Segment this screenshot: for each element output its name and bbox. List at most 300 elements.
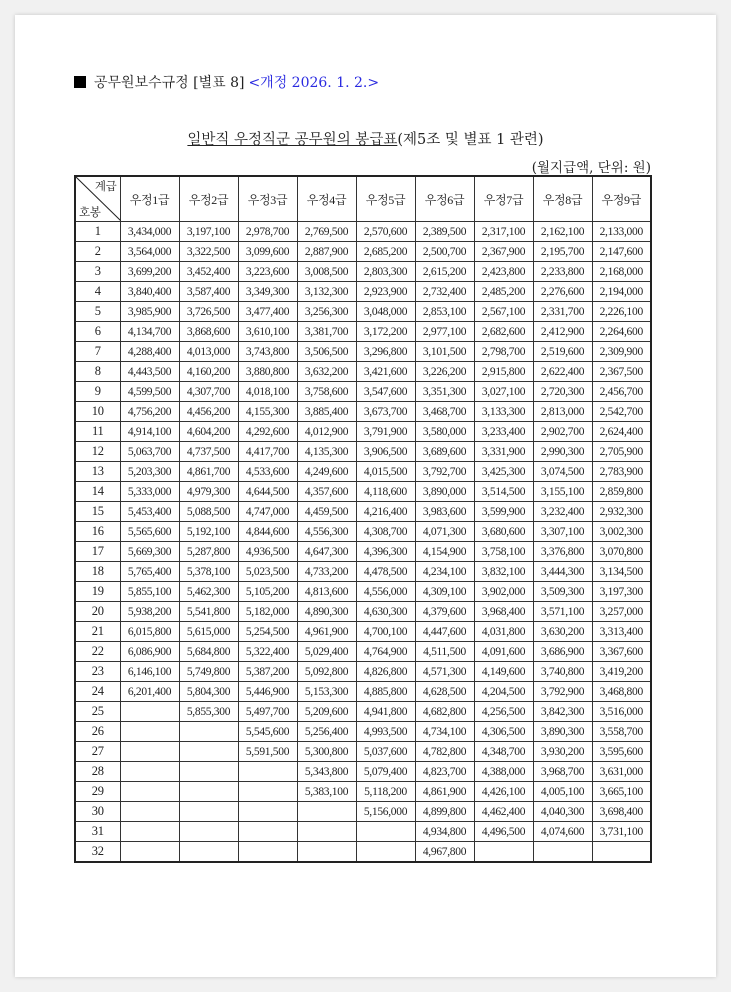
column-header: 우정3급: [238, 176, 297, 222]
salary-cell: 3,842,300: [533, 702, 592, 722]
salary-cell: 4,249,600: [297, 462, 356, 482]
salary-cell: 3,506,500: [297, 342, 356, 362]
salary-cell: 3,008,500: [297, 262, 356, 282]
salary-cell: 3,906,500: [356, 442, 415, 462]
salary-cell: 3,226,200: [415, 362, 474, 382]
salary-cell: 4,443,500: [120, 362, 179, 382]
table-row: [75, 822, 651, 842]
salary-cell: 5,383,100: [297, 782, 356, 802]
salary-cell: 2,412,900: [533, 322, 592, 342]
salary-cell: 3,419,200: [592, 662, 651, 682]
table-row: [75, 242, 651, 262]
salary-cell: 3,698,400: [592, 802, 651, 822]
salary-cell: 3,580,000: [415, 422, 474, 442]
salary-cell: 5,669,300: [120, 542, 179, 562]
salary-cell: 3,516,000: [592, 702, 651, 722]
salary-cell: 4,040,300: [533, 802, 592, 822]
step-cell: 4: [75, 282, 120, 302]
salary-cell: 4,015,500: [356, 462, 415, 482]
salary-cell: 2,331,700: [533, 302, 592, 322]
salary-cell: 2,705,900: [592, 442, 651, 462]
salary-cell: 5,565,600: [120, 522, 179, 542]
salary-cell: [179, 742, 238, 762]
salary-cell: 5,023,500: [238, 562, 297, 582]
salary-cell: 2,133,000: [592, 222, 651, 242]
salary-cell: 2,853,100: [415, 302, 474, 322]
salary-cell: 4,462,400: [474, 802, 533, 822]
table-row: [75, 262, 651, 282]
salary-cell: 4,571,300: [415, 662, 474, 682]
salary-cell: [592, 842, 651, 863]
salary-cell: [179, 782, 238, 802]
salary-cell: 5,749,800: [179, 662, 238, 682]
salary-cell: 2,485,200: [474, 282, 533, 302]
salary-cell: 6,201,400: [120, 682, 179, 702]
table-row: [75, 462, 651, 482]
salary-cell: 3,172,200: [356, 322, 415, 342]
salary-cell: 3,367,600: [592, 642, 651, 662]
salary-cell: 2,367,500: [592, 362, 651, 382]
salary-cell: 2,783,900: [592, 462, 651, 482]
salary-cell: 5,079,400: [356, 762, 415, 782]
step-cell: 1: [75, 222, 120, 242]
salary-cell: 4,733,200: [297, 562, 356, 582]
salary-cell: [120, 842, 179, 863]
table-row: [75, 502, 651, 522]
salary-cell: 5,182,000: [238, 602, 297, 622]
salary-cell: 3,307,100: [533, 522, 592, 542]
salary-cell: 5,322,400: [238, 642, 297, 662]
salary-cell: 6,146,100: [120, 662, 179, 682]
salary-cell: 2,624,400: [592, 422, 651, 442]
salary-cell: 4,309,100: [415, 582, 474, 602]
step-cell: 12: [75, 442, 120, 462]
salary-cell: 3,132,300: [297, 282, 356, 302]
table-title-main: 일반직 우정직군 공무원의 봉급표: [187, 132, 398, 148]
column-header: 우정6급: [415, 176, 474, 222]
salary-cell: 2,720,300: [533, 382, 592, 402]
salary-cell: [297, 822, 356, 842]
salary-cell: 4,628,500: [415, 682, 474, 702]
salary-cell: 2,456,700: [592, 382, 651, 402]
salary-cell: 3,468,700: [415, 402, 474, 422]
salary-cell: 5,541,800: [179, 602, 238, 622]
salary-cell: 3,134,500: [592, 562, 651, 582]
salary-cell: 4,134,700: [120, 322, 179, 342]
salary-cell: 4,961,900: [297, 622, 356, 642]
step-cell: 7: [75, 342, 120, 362]
salary-cell: 3,631,000: [592, 762, 651, 782]
salary-cell: [179, 762, 238, 782]
step-cell: 27: [75, 742, 120, 762]
salary-cell: 2,915,800: [474, 362, 533, 382]
salary-cell: 3,425,300: [474, 462, 533, 482]
salary-table: [74, 175, 652, 863]
salary-cell: 2,977,100: [415, 322, 474, 342]
salary-cell: 3,434,000: [120, 222, 179, 242]
salary-cell: 3,587,400: [179, 282, 238, 302]
salary-cell: 3,558,700: [592, 722, 651, 742]
salary-cell: 3,868,600: [179, 322, 238, 342]
table-row: [75, 522, 651, 542]
salary-cell: 4,459,500: [297, 502, 356, 522]
step-cell: 15: [75, 502, 120, 522]
salary-cell: 4,496,500: [474, 822, 533, 842]
salary-cell: 4,118,600: [356, 482, 415, 502]
step-cell: 20: [75, 602, 120, 622]
salary-cell: 4,644,500: [238, 482, 297, 502]
salary-cell: 4,511,500: [415, 642, 474, 662]
salary-cell: 4,456,200: [179, 402, 238, 422]
salary-cell: 3,758,600: [297, 382, 356, 402]
salary-cell: 5,765,400: [120, 562, 179, 582]
salary-cell: 2,194,000: [592, 282, 651, 302]
salary-cell: [179, 842, 238, 863]
salary-cell: 5,029,400: [297, 642, 356, 662]
salary-cell: 2,887,900: [297, 242, 356, 262]
table-row: [75, 702, 651, 722]
salary-cell: 5,088,500: [179, 502, 238, 522]
step-cell: 23: [75, 662, 120, 682]
column-header: 우정9급: [592, 176, 651, 222]
step-cell: 16: [75, 522, 120, 542]
step-cell: 25: [75, 702, 120, 722]
salary-cell: 3,840,400: [120, 282, 179, 302]
step-cell: 24: [75, 682, 120, 702]
salary-cell: 5,938,200: [120, 602, 179, 622]
salary-cell: 5,092,800: [297, 662, 356, 682]
salary-cell: 4,556,300: [297, 522, 356, 542]
step-cell: 2: [75, 242, 120, 262]
salary-cell: 5,855,100: [120, 582, 179, 602]
step-cell: 13: [75, 462, 120, 482]
salary-cell: 4,941,800: [356, 702, 415, 722]
salary-cell: 4,993,500: [356, 722, 415, 742]
step-cell: 5: [75, 302, 120, 322]
salary-cell: 4,306,500: [474, 722, 533, 742]
salary-cell: [120, 702, 179, 722]
salary-cell: 5,300,800: [297, 742, 356, 762]
salary-cell: [474, 842, 533, 863]
step-cell: 14: [75, 482, 120, 502]
salary-cell: [238, 822, 297, 842]
salary-cell: 3,792,700: [415, 462, 474, 482]
salary-cell: 4,160,200: [179, 362, 238, 382]
salary-cell: 3,296,800: [356, 342, 415, 362]
salary-cell: 3,673,700: [356, 402, 415, 422]
salary-cell: 3,985,900: [120, 302, 179, 322]
salary-cell: [120, 802, 179, 822]
table-row: [75, 222, 651, 242]
salary-cell: 5,343,800: [297, 762, 356, 782]
salary-cell: 4,747,000: [238, 502, 297, 522]
salary-cell: [356, 842, 415, 863]
salary-cell: 2,317,100: [474, 222, 533, 242]
table-row: [75, 622, 651, 642]
step-cell: 28: [75, 762, 120, 782]
unit-note: (월지급액, 단위: 원): [531, 160, 651, 176]
salary-cell: 4,379,600: [415, 602, 474, 622]
salary-cell: 4,234,100: [415, 562, 474, 582]
salary-cell: 3,331,900: [474, 442, 533, 462]
salary-cell: 4,288,400: [120, 342, 179, 362]
salary-cell: 5,684,800: [179, 642, 238, 662]
salary-cell: 4,936,500: [238, 542, 297, 562]
salary-cell: 5,462,300: [179, 582, 238, 602]
salary-cell: 3,689,600: [415, 442, 474, 462]
salary-cell: 2,195,700: [533, 242, 592, 262]
salary-cell: 3,665,100: [592, 782, 651, 802]
salary-cell: 5,287,800: [179, 542, 238, 562]
table-row: [75, 842, 651, 863]
salary-cell: 4,647,300: [297, 542, 356, 562]
salary-cell: 4,155,300: [238, 402, 297, 422]
salary-cell: 3,421,600: [356, 362, 415, 382]
salary-cell: 4,348,700: [474, 742, 533, 762]
salary-cell: 3,968,400: [474, 602, 533, 622]
salary-cell: 3,680,600: [474, 522, 533, 542]
salary-cell: 3,257,000: [592, 602, 651, 622]
salary-cell: 4,149,600: [474, 662, 533, 682]
salary-cell: 2,570,600: [356, 222, 415, 242]
salary-cell: 3,758,100: [474, 542, 533, 562]
salary-cell: 3,599,900: [474, 502, 533, 522]
salary-cell: [120, 742, 179, 762]
salary-cell: 2,803,300: [356, 262, 415, 282]
salary-cell: 4,734,100: [415, 722, 474, 742]
salary-cell: 3,890,000: [415, 482, 474, 502]
salary-cell: 3,686,900: [533, 642, 592, 662]
salary-cell: 2,162,100: [533, 222, 592, 242]
salary-cell: 3,726,500: [179, 302, 238, 322]
salary-cell: 3,197,100: [179, 222, 238, 242]
salary-cell: 5,203,300: [120, 462, 179, 482]
salary-cell: 5,153,300: [297, 682, 356, 702]
salary-cell: 5,804,300: [179, 682, 238, 702]
column-header: 우정5급: [356, 176, 415, 222]
table-row: [75, 402, 651, 422]
salary-cell: 2,423,800: [474, 262, 533, 282]
salary-cell: 4,861,700: [179, 462, 238, 482]
salary-cell: 2,615,200: [415, 262, 474, 282]
salary-cell: [297, 842, 356, 863]
step-cell: 26: [75, 722, 120, 742]
step-cell: 21: [75, 622, 120, 642]
salary-cell: 3,885,400: [297, 402, 356, 422]
salary-cell: 4,396,300: [356, 542, 415, 562]
table-row: [75, 322, 651, 342]
salary-cell: 3,468,800: [592, 682, 651, 702]
step-cell: 11: [75, 422, 120, 442]
column-header: 우정4급: [297, 176, 356, 222]
salary-cell: 4,012,900: [297, 422, 356, 442]
table-row: [75, 442, 651, 462]
salary-cell: [120, 782, 179, 802]
salary-cell: [238, 762, 297, 782]
salary-cell: 2,923,900: [356, 282, 415, 302]
salary-cell: 2,389,500: [415, 222, 474, 242]
salary-cell: 4,447,600: [415, 622, 474, 642]
salary-cell: 3,610,100: [238, 322, 297, 342]
corner-header-cell: [75, 176, 120, 222]
salary-cell: 3,099,600: [238, 242, 297, 262]
column-header: 우정1급: [120, 176, 179, 222]
salary-cell: 2,367,900: [474, 242, 533, 262]
salary-cell: 3,233,400: [474, 422, 533, 442]
salary-cell: 3,232,400: [533, 502, 592, 522]
salary-cell: 2,732,400: [415, 282, 474, 302]
salary-cell: 4,256,500: [474, 702, 533, 722]
table-row: [75, 382, 651, 402]
step-cell: 18: [75, 562, 120, 582]
table-row: [75, 602, 651, 622]
salary-cell: 3,930,200: [533, 742, 592, 762]
salary-cell: 3,133,300: [474, 402, 533, 422]
step-cell: 3: [75, 262, 120, 282]
salary-cell: 6,015,800: [120, 622, 179, 642]
salary-cell: 5,105,200: [238, 582, 297, 602]
step-cell: 9: [75, 382, 120, 402]
salary-cell: 4,826,800: [356, 662, 415, 682]
salary-cell: 5,333,000: [120, 482, 179, 502]
salary-cell: 3,740,800: [533, 662, 592, 682]
table-title: [0, 128, 731, 149]
salary-cell: 4,216,400: [356, 502, 415, 522]
salary-cell: 4,388,000: [474, 762, 533, 782]
salary-cell: 4,307,700: [179, 382, 238, 402]
salary-cell: 3,890,300: [533, 722, 592, 742]
salary-cell: 4,682,800: [415, 702, 474, 722]
salary-cell: [356, 822, 415, 842]
salary-cell: 2,264,600: [592, 322, 651, 342]
step-cell: 29: [75, 782, 120, 802]
salary-cell: 4,091,600: [474, 642, 533, 662]
salary-cell: 2,798,700: [474, 342, 533, 362]
salary-cell: [120, 762, 179, 782]
table-row: [75, 782, 651, 802]
salary-cell: 3,743,800: [238, 342, 297, 362]
salary-cell: 3,101,500: [415, 342, 474, 362]
salary-cell: 3,832,100: [474, 562, 533, 582]
column-header: 우정2급: [179, 176, 238, 222]
salary-cell: 3,074,500: [533, 462, 592, 482]
salary-cell: 5,453,400: [120, 502, 179, 522]
salary-cell: [179, 822, 238, 842]
salary-cell: 4,764,900: [356, 642, 415, 662]
salary-cell: 4,823,700: [415, 762, 474, 782]
salary-cell: 3,349,300: [238, 282, 297, 302]
salary-cell: 5,591,500: [238, 742, 297, 762]
salary-cell: 4,967,800: [415, 842, 474, 863]
salary-cell: 2,542,700: [592, 402, 651, 422]
salary-cell: [120, 822, 179, 842]
salary-cell: 2,859,800: [592, 482, 651, 502]
salary-cell: 3,322,500: [179, 242, 238, 262]
regulation-heading: [74, 72, 379, 92]
salary-cell: 3,514,500: [474, 482, 533, 502]
salary-cell: 3,902,000: [474, 582, 533, 602]
salary-cell: 2,902,700: [533, 422, 592, 442]
salary-cell: 4,292,600: [238, 422, 297, 442]
salary-cell: 4,013,000: [179, 342, 238, 362]
salary-cell: 3,197,300: [592, 582, 651, 602]
heading-text: 공무원보수규정 [별표 8]: [94, 75, 245, 91]
salary-cell: 4,604,200: [179, 422, 238, 442]
salary-cell: 3,792,900: [533, 682, 592, 702]
revision-date: <개정 2026. 1. 2.>: [248, 75, 380, 91]
salary-cell: 3,968,700: [533, 762, 592, 782]
salary-cell: 4,031,800: [474, 622, 533, 642]
salary-cell: [238, 842, 297, 863]
table-row: [75, 582, 651, 602]
step-cell: 30: [75, 802, 120, 822]
salary-cell: 3,632,200: [297, 362, 356, 382]
salary-cell: 4,018,100: [238, 382, 297, 402]
column-header: 우정8급: [533, 176, 592, 222]
salary-cell: 5,387,200: [238, 662, 297, 682]
table-row: [75, 302, 651, 322]
salary-cell: 4,599,500: [120, 382, 179, 402]
salary-cell: [297, 802, 356, 822]
salary-cell: 3,509,300: [533, 582, 592, 602]
salary-cell: 5,256,400: [297, 722, 356, 742]
salary-cell: 3,027,100: [474, 382, 533, 402]
salary-cell: 3,699,200: [120, 262, 179, 282]
salary-cell: [179, 722, 238, 742]
salary-cell: 4,885,800: [356, 682, 415, 702]
table-row: [75, 662, 651, 682]
salary-cell: 4,700,100: [356, 622, 415, 642]
black-square-bullet-icon: [74, 76, 86, 88]
salary-cell: 2,500,700: [415, 242, 474, 262]
salary-cell: 2,226,100: [592, 302, 651, 322]
salary-cell: 4,890,300: [297, 602, 356, 622]
salary-cell: 3,983,600: [415, 502, 474, 522]
salary-cell: 2,990,300: [533, 442, 592, 462]
salary-cell: 2,682,600: [474, 322, 533, 342]
salary-cell: 2,309,900: [592, 342, 651, 362]
salary-cell: 5,037,600: [356, 742, 415, 762]
salary-cell: 4,074,600: [533, 822, 592, 842]
salary-cell: 4,071,300: [415, 522, 474, 542]
salary-cell: 2,932,300: [592, 502, 651, 522]
salary-cell: 2,622,400: [533, 362, 592, 382]
salary-cell: 3,002,300: [592, 522, 651, 542]
salary-cell: 3,381,700: [297, 322, 356, 342]
salary-cell: [179, 802, 238, 822]
salary-cell: 4,934,800: [415, 822, 474, 842]
salary-cell: 5,855,300: [179, 702, 238, 722]
salary-cell: [533, 842, 592, 863]
salary-cell: 4,005,100: [533, 782, 592, 802]
table-row: [75, 642, 651, 662]
table-row: [75, 542, 651, 562]
table-row: [75, 282, 651, 302]
salary-cell: 5,209,600: [297, 702, 356, 722]
step-cell: 6: [75, 322, 120, 342]
step-cell: 19: [75, 582, 120, 602]
salary-cell: 2,276,600: [533, 282, 592, 302]
step-cell: 32: [75, 842, 120, 863]
salary-cell: [120, 722, 179, 742]
salary-cell: 5,192,100: [179, 522, 238, 542]
salary-cell: 4,357,600: [297, 482, 356, 502]
salary-cell: 3,477,400: [238, 302, 297, 322]
salary-cell: 3,223,600: [238, 262, 297, 282]
salary-cell: 5,254,500: [238, 622, 297, 642]
salary-cell: 3,452,400: [179, 262, 238, 282]
salary-cell: 3,313,400: [592, 622, 651, 642]
